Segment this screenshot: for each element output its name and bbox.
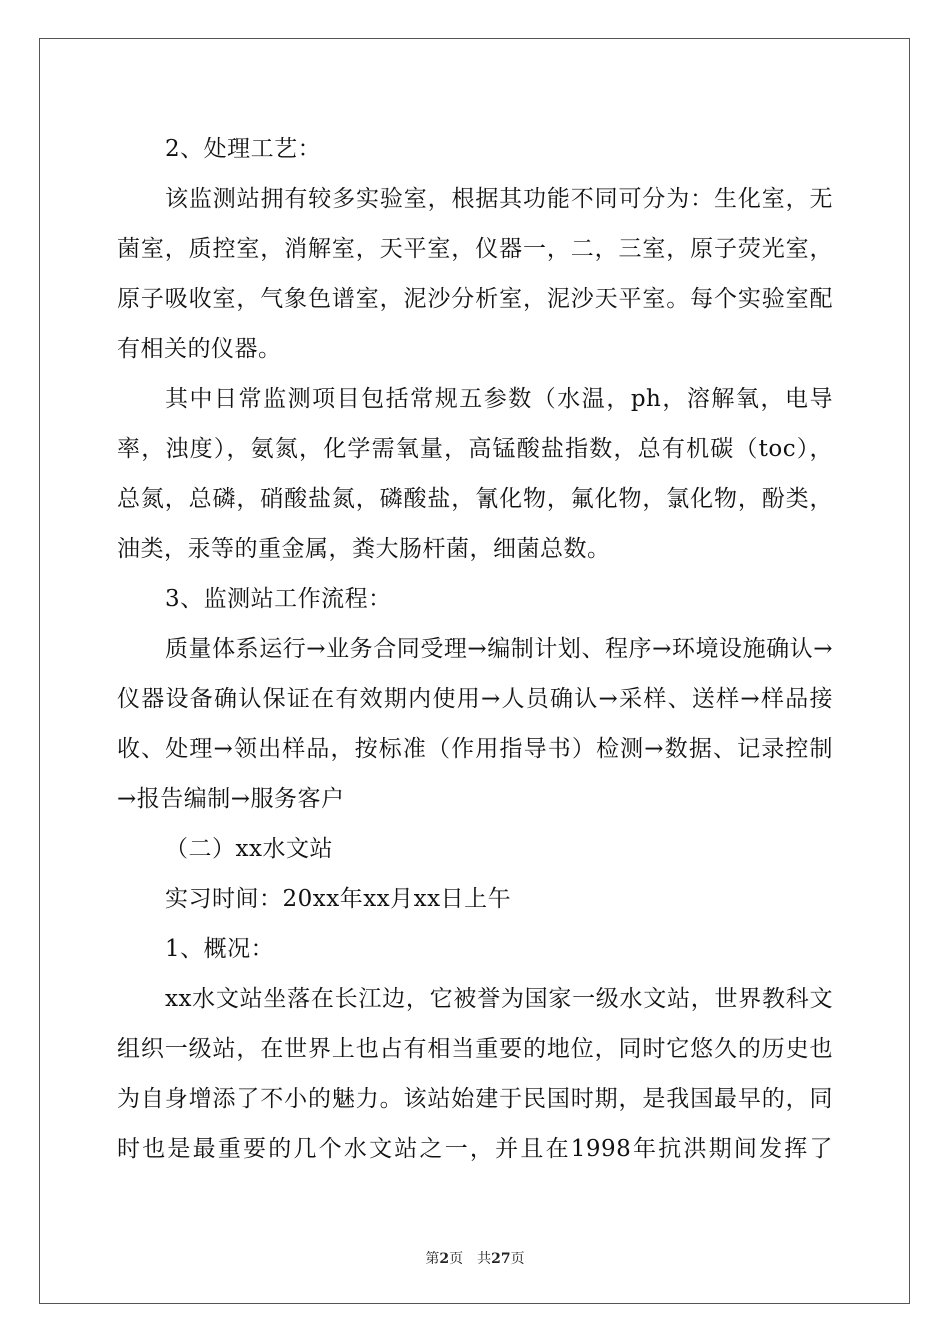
- footer-page-word: 页: [449, 1251, 464, 1267]
- paragraph-workflow: 质量体系运行→业务合同受理→编制计划、程序→环境设施确认→仪器设备确认保证在有效期内使用→人员确认→采样、送样→样品接收、处理→领出样品，按标准（作用指导书）检测→数据、记录控制→报告编制→服务客户: [117, 636, 833, 812]
- footer-total-pages: 27: [491, 1251, 511, 1267]
- heading-overview: 1、概况：: [165, 936, 275, 962]
- footer-current-page: 2: [439, 1251, 450, 1267]
- heading-workflow: 3、监测站工作流程：: [165, 586, 392, 612]
- paragraph-internship-time: 实习时间：20xx年xx月xx日上午: [165, 886, 512, 912]
- paragraph-labs: 该监测站拥有较多实验室，根据其功能不同可分为：生化室，无菌室，质控室，消解室，天平室，仪器一，二，三室，原子荧光室，原子吸收室，气象色谱室，泥沙分析室，泥沙天平室。每个实验室配有相关的仪器。: [117, 186, 833, 362]
- footer-total-suffix: 页: [510, 1251, 525, 1267]
- paragraph-overview: xx水文站坐落在长江边，它被誉为国家一级水文站，世界教科文组织一级站，在世界上也占有相当重要的地位，同时它悠久的历史也为自身增添了不小的魅力。该站始建于民国时期，是我国最早的，同时也是最重要的几个水文站之一，并且在1998年抗洪期间发挥了: [117, 986, 833, 1162]
- footer-prefix: 第: [425, 1251, 440, 1267]
- paragraph-monitoring-items: 其中日常监测项目包括常规五参数（水温，ph，溶解氧，电导率，浊度），氨氮，化学需氧量，高锰酸盐指数，总有机碳（toc），总氮，总磷，硝酸盐氮，磷酸盐，氰化物，氟化物，氯化物，酚类，油类，汞等的重金属，粪大肠杆菌，细菌总数。: [117, 386, 833, 562]
- document-body: [117, 124, 833, 1174]
- footer-total-prefix: 共: [477, 1251, 492, 1267]
- heading-hydrology-station: （二）xx水文站: [165, 836, 333, 862]
- page-footer: [0, 1248, 950, 1268]
- heading-process: 2、处理工艺：: [165, 136, 322, 162]
